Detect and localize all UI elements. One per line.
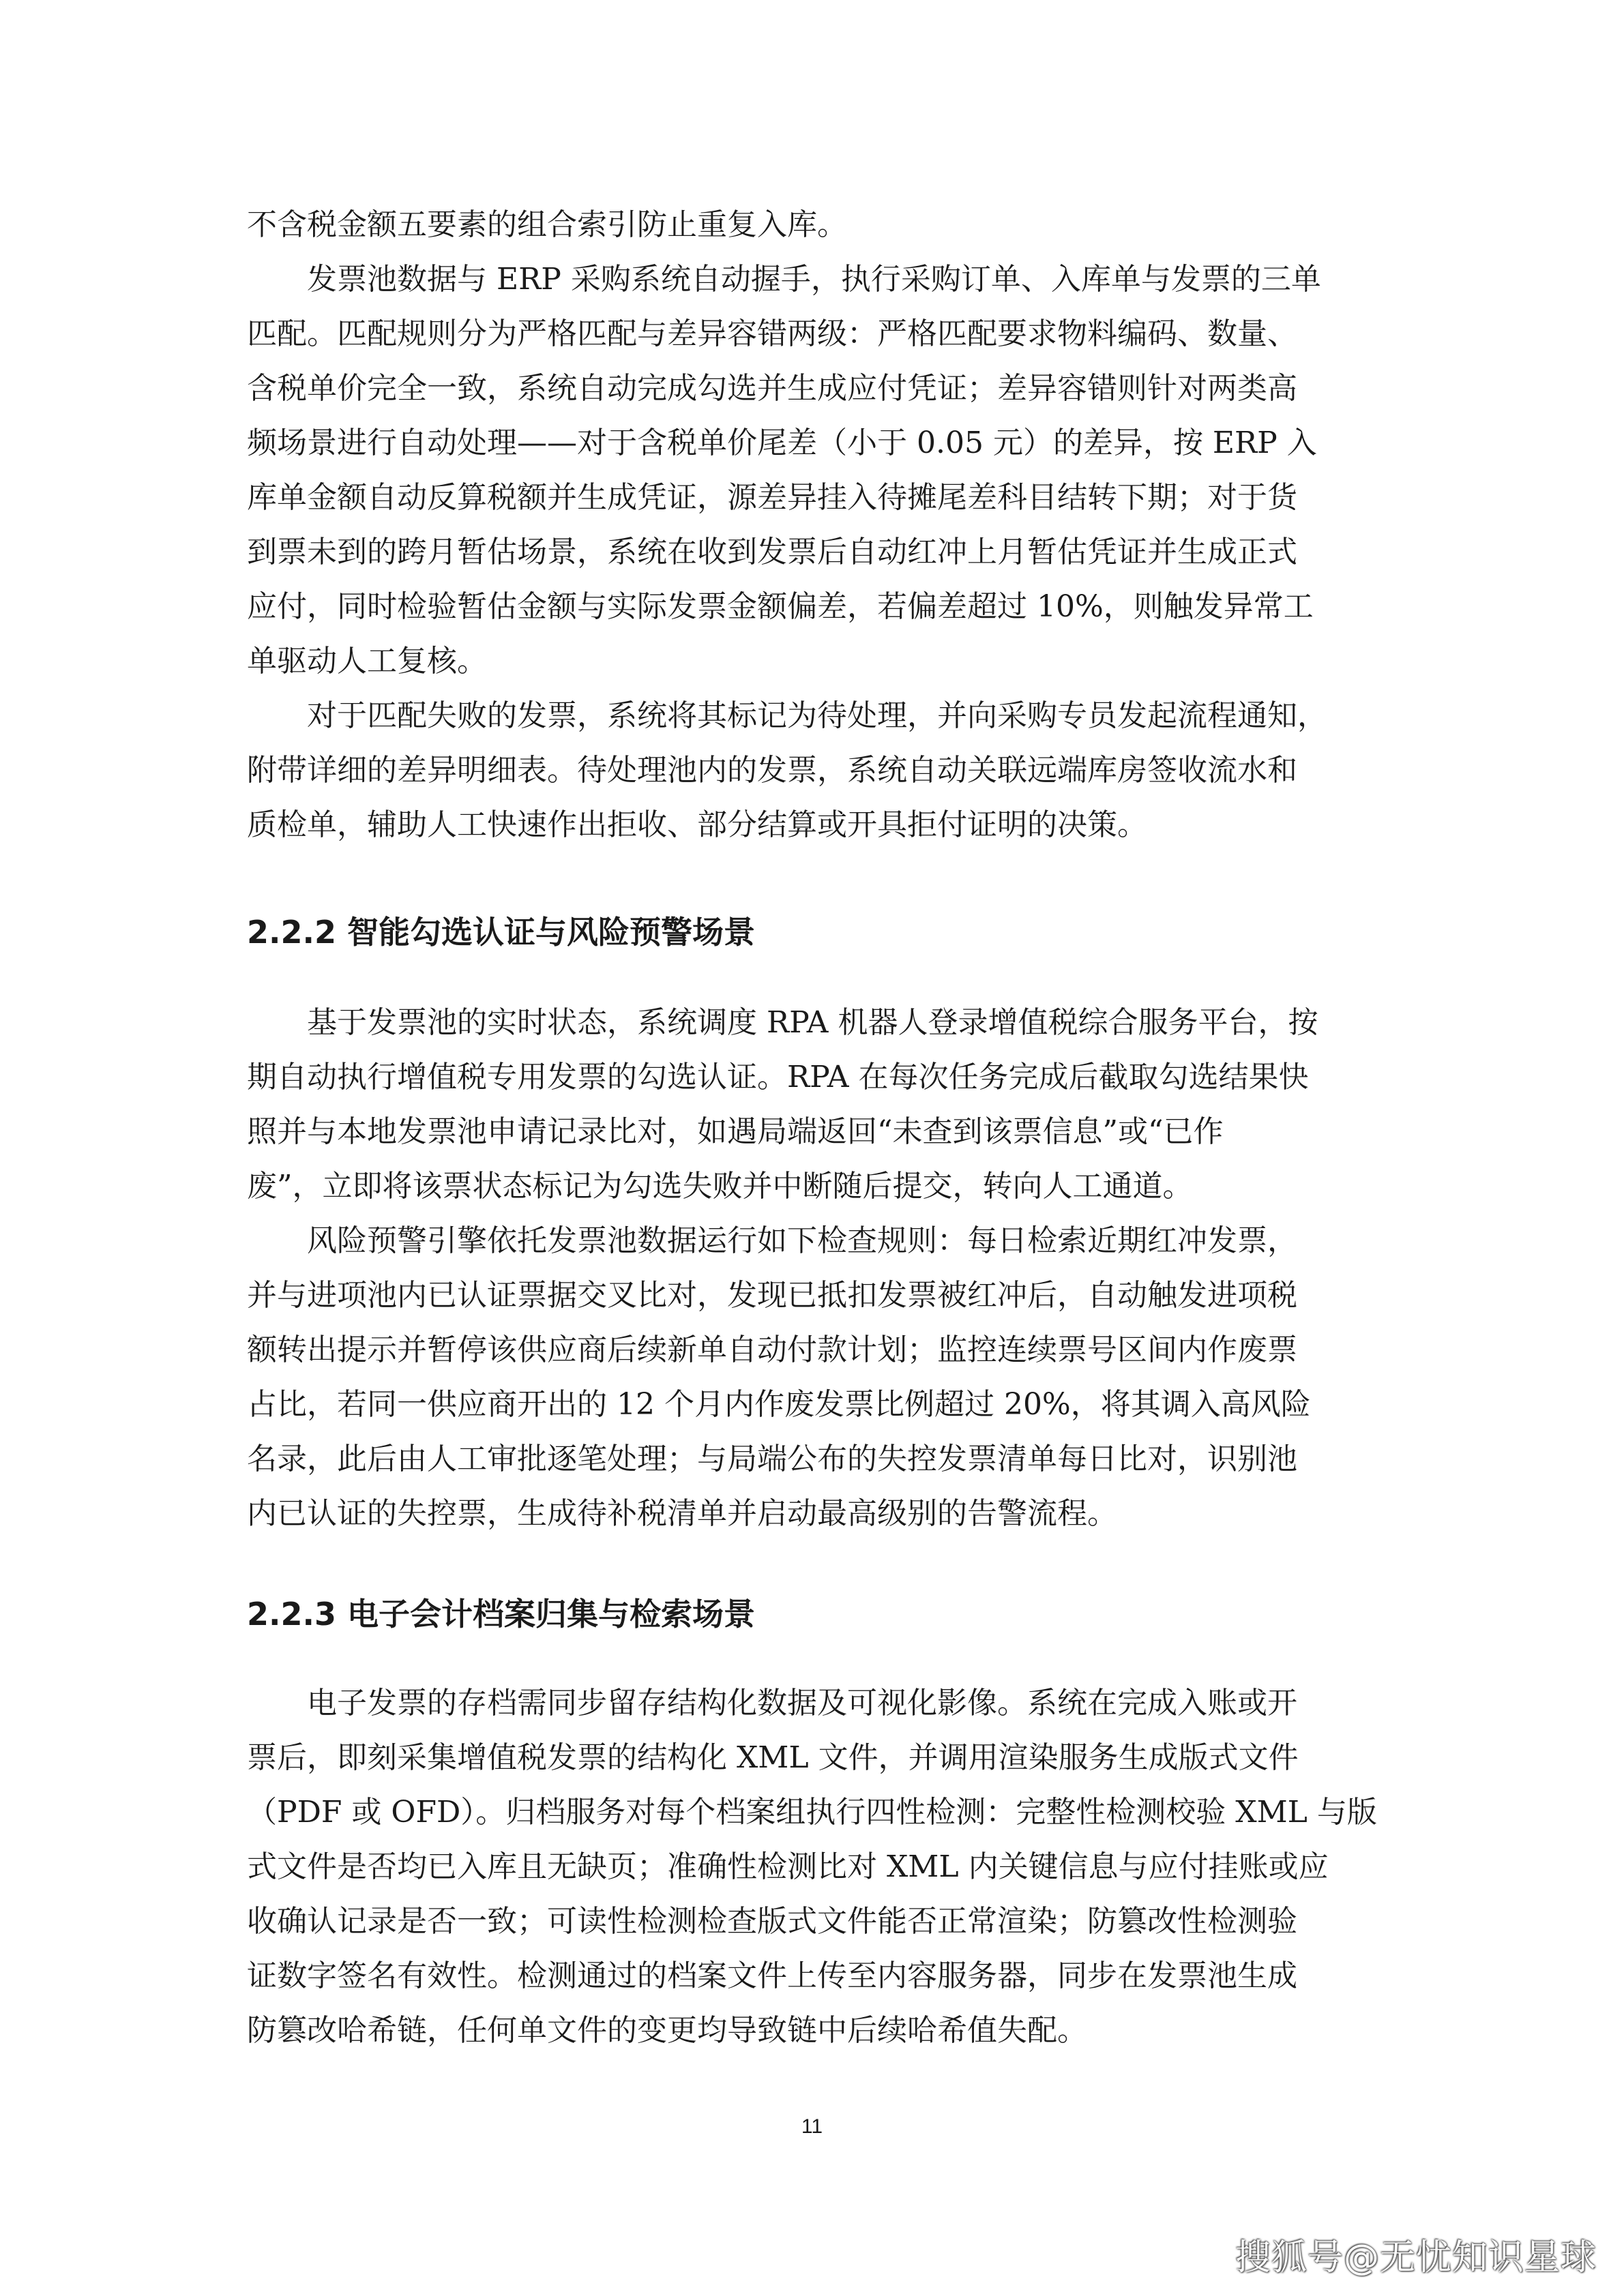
text-line: 对于匹配失败的发票，系统将其标记为待处理，并向采购专员发起流程通知， xyxy=(247,698,1327,733)
text-line: 匹配。匹配规则分为严格匹配与差异容错两级：严格匹配要求物料编码、数量、 xyxy=(247,316,1297,351)
text-line: 质检单，辅助人工快速作出拒收、部分结算或开具拒付证明的决策。 xyxy=(247,807,1147,842)
text-line: 库单金额自动反算税额并生成凭证，源差异挂入待摊尾差科目结转下期；对于货 xyxy=(247,480,1297,515)
text-line: （PDF 或 OFD）。归档服务对每个档案组执行四性检测：完整性检测校验 XML 与版 xyxy=(247,1795,1377,1830)
text-line: 不含税金额五要素的组合索引防止重复入库。 xyxy=(247,207,847,242)
text-line: 频场景进行自动处理——对于含税单价尾差（小于 0.05 元）的差异，按 ERP 入 xyxy=(247,426,1317,460)
text-line: 电子发票的存档需同步留存结构化数据及可视化影像。系统在完成入账或开 xyxy=(247,1686,1297,1720)
section-heading-2-2-3: 2.2.3 电子会计档案归集与检索场景 xyxy=(247,1596,755,1632)
text-line: 应付，同时检验暂估金额与实际发票金额偏差，若偏差超过 10%，则触发异常工 xyxy=(247,589,1314,624)
text-line: 含税单价完全一致，系统自动完成勾选并生成应付凭证；差异容错则针对两类高 xyxy=(247,371,1297,406)
text-line: 式文件是否均已入库且无缺页；准确性检测比对 XML 内关键信息与应付挂账或应 xyxy=(247,1849,1329,1884)
text-line: 附带详细的差异明细表。待处理池内的发票，系统自动关联远端库房签收流水和 xyxy=(247,753,1297,788)
text-line: 单驱动人工复核。 xyxy=(247,644,487,679)
text-line: 到票未到的跨月暂估场景，系统在收到发票后自动红冲上月暂估凭证并生成正式 xyxy=(247,535,1297,569)
text-line: 风险预警引擎依托发票池数据运行如下检查规则：每日检索近期红冲发票， xyxy=(247,1223,1297,1258)
text-line: 并与进项池内已认证票据交叉比对，发现已抵扣发票被红冲后，自动触发进项税 xyxy=(247,1278,1297,1313)
text-line: 基于发票池的实时状态，系统调度 RPA 机器人登录增值税综合服务平台，按 xyxy=(247,1005,1318,1040)
text-line: 名录，此后由人工审批逐笔处理；与局端公布的失控发票清单每日比对，识别池 xyxy=(247,1442,1297,1476)
text-line: 票后，即刻采集增值税发票的结构化 XML 文件，并调用渲染服务生成版式文件 xyxy=(247,1740,1299,1775)
text-line: 占比，若同一供应商开出的 12 个月内作废发票比例超过 20%，将其调入高风险 xyxy=(247,1387,1311,1422)
text-line: 收确认记录是否一致；可读性检测检查版式文件能否正常渲染；防篡改性检测验 xyxy=(247,1904,1297,1939)
text-line: 期自动执行增值税专用发票的勾选认证。RPA 在每次任务完成后截取勾选结果快 xyxy=(247,1060,1309,1094)
source-watermark: 搜狐号@无忧知识星球 xyxy=(1235,2237,1597,2278)
text-line: 废”，立即将该票状态标记为勾选失败并中断随后提交，转向人工通道。 xyxy=(247,1169,1193,1204)
text-line: 照并与本地发票池申请记录比对，如遇局端返回“未查到该票信息”或“已作 xyxy=(247,1114,1224,1149)
text-line: 额转出提示并暂停该供应商后续新单自动付款计划；监控连续票号区间内作废票 xyxy=(247,1332,1297,1367)
text-line: 证数字签名有效性。检测通过的档案文件上传至内容服务器，同步在发票池生成 xyxy=(247,1958,1297,1993)
text-line: 发票池数据与 ERP 采购系统自动握手，执行采购订单、入库单与发票的三单 xyxy=(247,262,1321,297)
text-line: 防篡改哈希链，任何单文件的变更均导致链中后续哈希值失配。 xyxy=(247,2013,1087,2048)
section-heading-2-2-2: 2.2.2 智能勾选认证与风险预警场景 xyxy=(247,914,755,951)
text-line: 内已认证的失控票，生成待补税清单并启动最高级别的告警流程。 xyxy=(247,1496,1117,1531)
page-number: 11 xyxy=(801,2115,823,2138)
